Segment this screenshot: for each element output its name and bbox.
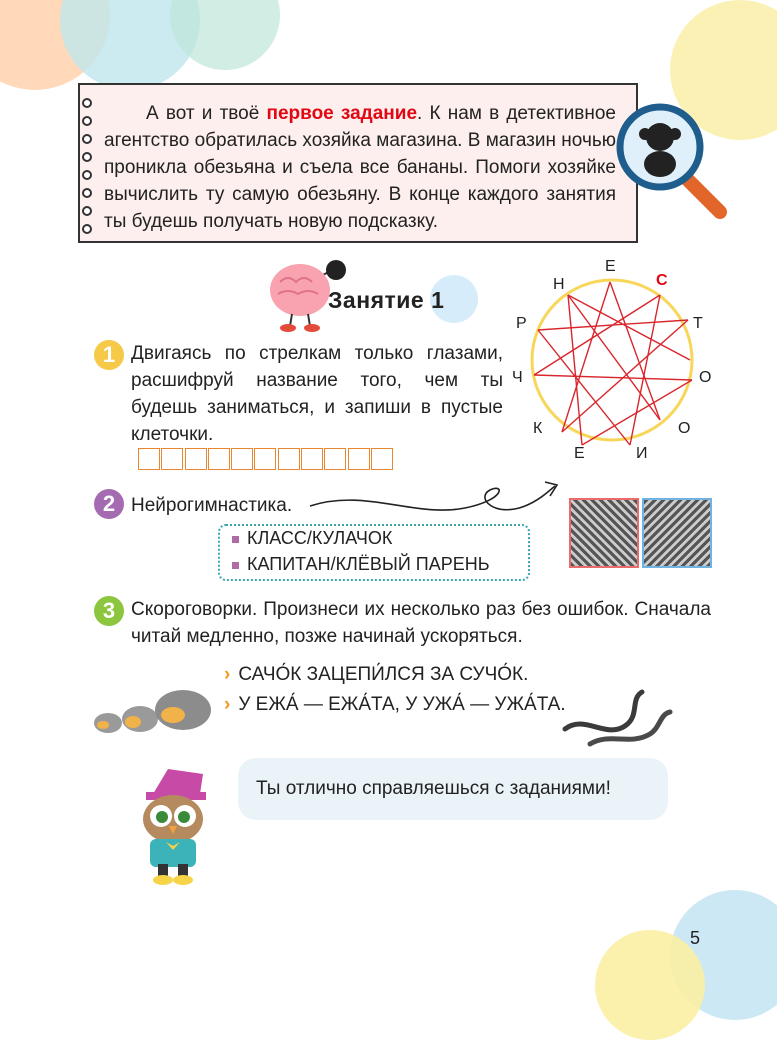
curvy-arrow-icon	[305, 478, 565, 523]
circle-letter: Е	[605, 258, 616, 275]
answer-cell[interactable]	[278, 448, 300, 470]
circle-letter: Ч	[512, 369, 523, 386]
answer-cell[interactable]	[324, 448, 346, 470]
note-ring	[82, 98, 92, 108]
circle-letter: К	[533, 420, 543, 437]
snakes-icon	[560, 684, 678, 750]
decor-blob	[595, 930, 705, 1040]
speech-text: Ты отлично справляешься с заданиями!	[256, 778, 611, 799]
circle-letter: Р	[516, 315, 527, 332]
answer-cell[interactable]	[254, 448, 276, 470]
answer-cell[interactable]	[185, 448, 207, 470]
note-ring	[82, 116, 92, 126]
task3-number-badge: 3	[94, 596, 124, 626]
circle-letter: Т	[693, 315, 703, 332]
answer-cell[interactable]	[371, 448, 393, 470]
answer-cell[interactable]	[161, 448, 183, 470]
intro-text: А вот и твоё первое задание. К нам в детективное агентство обратилась хозяйка магазина. В магазин ночью проникла обезьяна и съела все бананы. Помоги хозяйке вычислить ту самую обезьяну. В конце каждого занятия ты будешь получать новую подсказку.	[104, 103, 616, 232]
intro-highlight: первое задание	[266, 103, 418, 124]
answer-cells[interactable]	[138, 448, 394, 470]
neuro-item: КЛАСС/КУЛАЧОК	[232, 528, 392, 549]
circle-letter: О	[699, 369, 712, 386]
task1-text: Двигаясь по стрелкам только глазами, расшифруй название того, чем ты будешь заниматься, и запиши в пустые клеточки.	[131, 343, 503, 445]
note-ring	[82, 206, 92, 216]
task3-text: Скороговорки. Произнеси их несколько раз без ошибок. Сначала читай медленно, позже начинай ускоряться.	[131, 599, 711, 647]
tongue-twister: › САЧО́К ЗАЦЕПИ́ЛСЯ ЗА СУЧО́К.	[224, 664, 529, 685]
hedgehogs-icon	[88, 685, 216, 740]
circle-letter: С	[656, 272, 668, 289]
lesson-title: Занятие 1	[328, 287, 445, 313]
answer-cell[interactable]	[301, 448, 323, 470]
task2-text: Нейрогимнастика.	[131, 495, 293, 516]
note-ring	[82, 134, 92, 144]
qr-code-vk-link[interactable]	[642, 498, 712, 568]
neuro-item: КАПИТАН/КЛЁВЫЙ ПАРЕНЬ	[232, 554, 490, 575]
answer-cell[interactable]	[348, 448, 370, 470]
note-ring	[82, 152, 92, 162]
circle-letter: Е	[574, 445, 585, 462]
answer-cell[interactable]	[231, 448, 253, 470]
magnifier-monkey-icon	[615, 92, 730, 222]
circle-letter: Н	[553, 276, 565, 293]
circle-letter: О	[678, 420, 691, 437]
qr-code-video-link[interactable]	[569, 498, 639, 568]
task2-number-badge: 2	[94, 489, 124, 519]
answer-cell[interactable]	[208, 448, 230, 470]
task1-number-badge: 1	[94, 340, 124, 370]
note-ring	[82, 224, 92, 234]
owl-detective-icon	[128, 764, 218, 888]
answer-cell[interactable]	[138, 448, 160, 470]
tongue-twister: › У ЕЖА́ — ЕЖА́ТА, У УЖА́ — УЖА́ТА.	[224, 694, 566, 715]
circle-letter: И	[636, 445, 648, 462]
note-ring	[82, 188, 92, 198]
page-number: 5	[690, 928, 701, 948]
note-ring	[82, 170, 92, 180]
